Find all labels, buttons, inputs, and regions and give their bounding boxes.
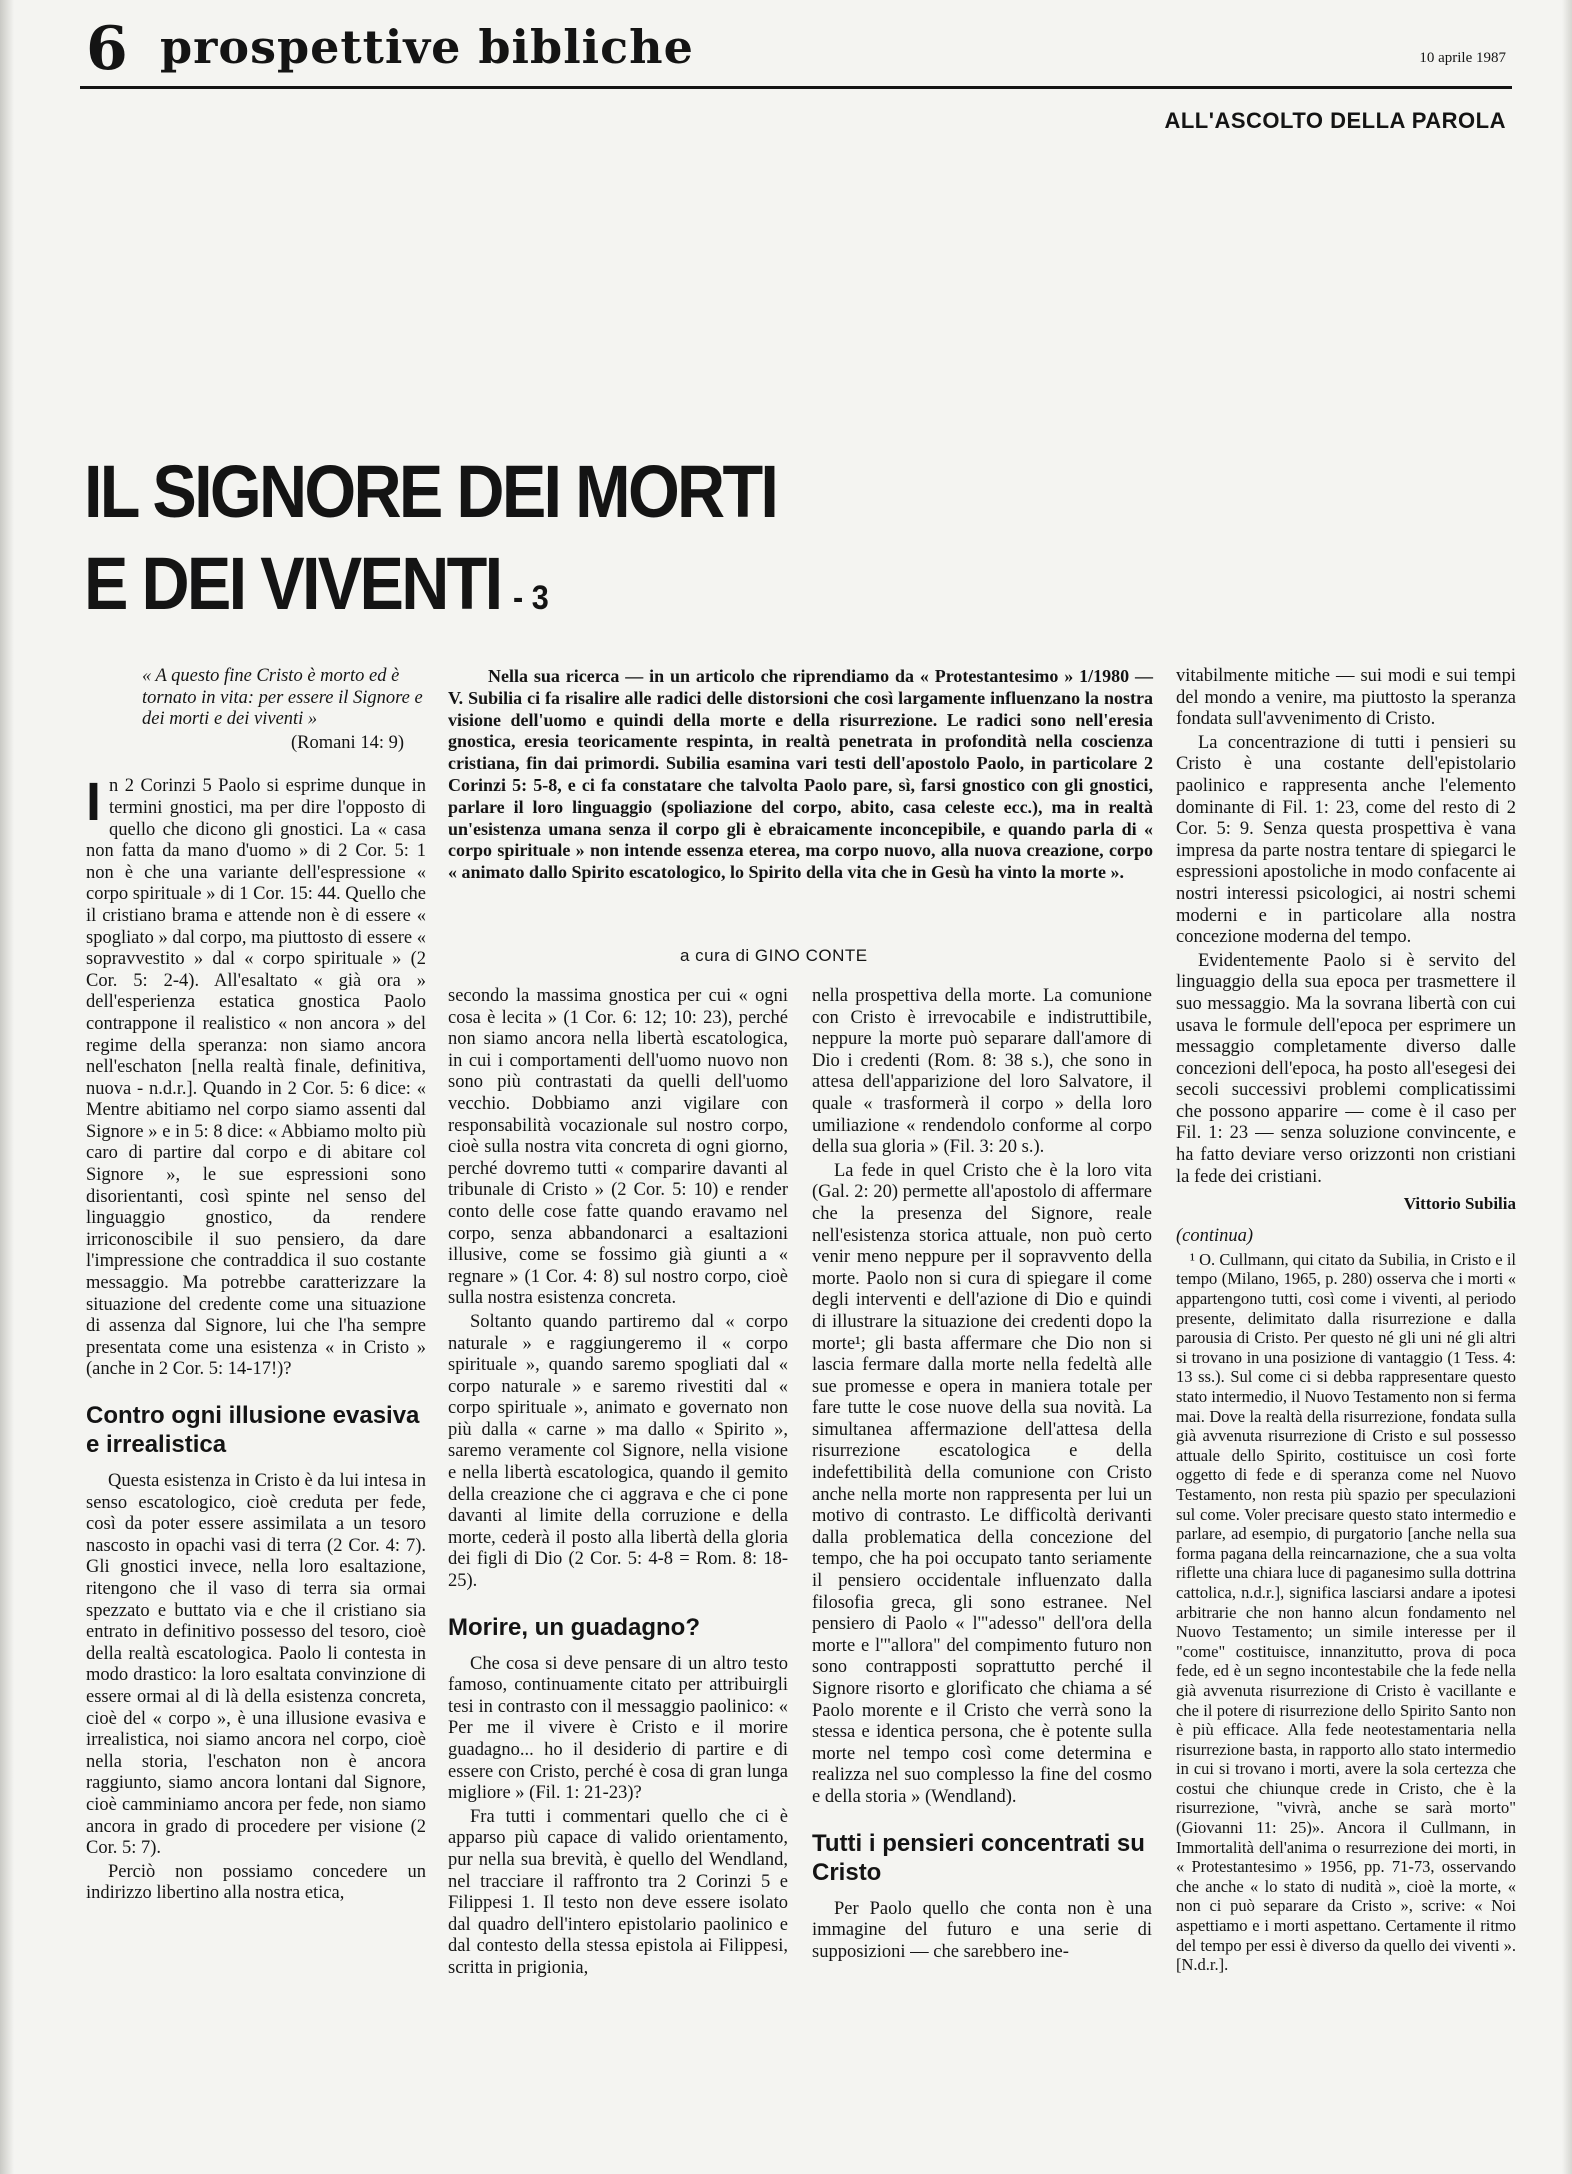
publication-title: prospettive bibliche bbox=[160, 20, 694, 74]
paragraph: secondo la massima gnostica per cui « ogni cosa è lecita » (1 Cor. 6: 12; 10: 23), perché non siamo ancora nella libertà escatologica, in cui i comportamenti dell'uomo nuovo non sono più contrastati da quelli dell'uomo vecchio. Dobbiamo anzi vigilare con responsabilità vocazionale sul nostro corpo, cioè sulla nostra vita concreta di ogni giorno, perché dovremo tutti « comparire davanti al tribunale di Cristo » (2 Cor. 5: 10) e render conto delle cose fatte quando eravamo nel corpo, senza abbandonarci a esaltazioni illusive, come se fossimo già giunti a « regnare » (1 Cor. 4: 8) sul nostro corpo, cioè sulla nostra esistenza concreta. bbox=[448, 986, 788, 1309]
footnote bbox=[1176, 1250, 1516, 1975]
column-2 bbox=[448, 986, 788, 1982]
paragraph: Questa esistenza in Cristo è da lui intesa in senso escatologico, cioè creduta per fede, così da poter essere assimilata a un tesoro nascosto in opachi vasi di terra (2 Cor. 4: 7). Gli gnostici invece, nella loro esaltazione, ritengono che il vaso di terra sia ormai spezzato e buttato via e che il cristiano sia entrato in definitivo possesso del tesoro, cioè della realtà escatologica. Paolo li contesta in modo drastico: la loro esaltata convinzione di essere ormai al di là della esistenza concreta, cioè del « corpo », è una illusione evasiva e irrealistica, noi siamo ancora nel corpo, cioè nella storia, l'eschaton non è ancora raggiunto, siamo ancora lontani dal Signore, cioè camminiamo ancora per fede, non siamo ancora in grado di procedere per visione (2 Cor. 5: 7). bbox=[86, 1471, 426, 1859]
paragraph: Soltanto quando partiremo dal « corpo naturale » e raggiungeremo il « corpo spirituale », quando saremo spogliati dal « corpo naturale » e saremo rivestiti dal « corpo spirituale », animato e governato non più dalla « carne » ma dallo « Spirito », saremo veramente col Signore, nella visione e nella libertà escatologica, quando il gemito della creazione che ci aggrava e che ci pone davanti al limite della corruzione e della morte, cederà il posto alla libertà della gloria dei figli di Dio (2 Cor. 5: 4-8 = Rom. 8: 18-25). bbox=[448, 1311, 788, 1592]
headline-line-1: IL SIGNORE DEI MORTI bbox=[84, 450, 777, 533]
column-4 bbox=[1176, 666, 1516, 1975]
opening-paragraph-text: n 2 Corinzi 5 Paolo si esprime dunque in termini gnostici, ma per dire l'opposto di quello che dicono gli gnostici. La « casa non fatta da mano d'uomo » di 2 Cor. 5: 1 non è che una variante dell'espressione « corpo spirituale » di 1 Cor. 15: 44. Quello che il cristiano brama e attende non è di essere « spogliato » dal corpo, ma piuttosto di essere « sopravvestito » dal « corpo spirituale » (2 Cor. 5: 2-4). All'esaltato « già ora » dell'esperienza estatica gnostica Paolo contrappone il realistico « non ancora » del regime della speranza: non siamo ancora nell'eschaton [nella realtà finale, definitiva, nuova - n.d.r.]. Quando in 2 Cor. 5: 6 dice: « Mentre abitiamo nel corpo siamo assenti dal Signore » e in 5: 8 dice: « Abbiamo molto più caro di partire dal corpo e di abitare col Signore », le sue espressioni sono disorientanti, così spinte nel senso del linguaggio gnostico, da rendere irriconoscibile il suo pensiero, da dare l'impressione che contraddica il suo costante messaggio. Ma potrebbe caratterizzare la situazione del credente come una situazione di assenza dal Signore, lui che l'ha sempre presentata come una esistenza « in Cristo » (anche in 2 Cor. 5: 14-17!)? bbox=[86, 776, 426, 1380]
subhead-pensieri: Tutti i pensieri concentrati su Cristo bbox=[812, 1829, 1145, 1886]
article-headline bbox=[84, 446, 776, 644]
column-1 bbox=[86, 666, 426, 1907]
column-3 bbox=[812, 986, 1152, 1965]
issue-date: 10 aprile 1987 bbox=[1419, 50, 1506, 66]
epigraph: « A questo fine Cristo è morto ed è tornato in vita: per essere il Signore e dei morti e dei viventi » bbox=[142, 666, 423, 730]
left-page-edge bbox=[0, 0, 14, 2174]
continua-note: (continua) bbox=[1176, 1226, 1254, 1247]
footnote-text: ¹ O. Cullmann, qui citato da Subilia, in Cristo e il tempo (Milano, 1965, p. 280) osserva che i morti « appartengono tutti, così come i viventi, al periodo presente, delimitato dalla risurrezione e dalla parousia di Cristo. Per questo né gli uni né gli altri si trovano in una posizione di vantaggio (1 Tess. 4: 13 ss.). Sul come ci si debba rappresentare questo stato intermedio, il Nuovo Testamento non si ferma mai. Dove la realtà della risurrezione, fondata sulla già avvenuta risurrezione di Cristo e sul possesso attuale dello Spirito, costituisce un così forte oggetto di fede e di speranza come nel Nuovo Testamento, non resta più spazio per speculazioni sul come. Voler precisare questo stato intermedio e parlare, ad esempio, di purgatorio [anche nella sua forma pagana della reincarnazione, che a sua volta riflette una chiara luce di paganesimo sulla dottrina cattolica, n.d.r.], significa lasciarsi andare a ipotesi arbitrarie che non hanno alcun fondamento nel Nuovo Testamento; un simile interesse per il "come" costituisce, innanzitutto, prova di poca fede, ed è un segno incontestabile che la fede nella già avvenuta risurrezione di Cristo è vacillante e che il potere di risurrezione dello Spirito Santo non è più efficace. Alla fede neotestamentaria nella risurrezione basta, in rapporto allo stato intermedio in cui si trovano i morti, avere la sola certezza che costui che chiunque crede in Cristo, che è la risurrezione, "vivrà, anche se sarà morto" (Giovanni 11: 25)». Ancora il Cullmann, in Immortalità dell'anima o resurrezione dei morti, in « Protestantesimo » 1956, pp. 71-73, osservando che anche « lo stato di nudità », cioè la morte, « non ci può separare da Cristo », scrive: « Noi aspettiamo e i morti aspettano. Certamente il ritmo del tempo per essi è diverso da quello dei viventi ». [N.d.r.]. bbox=[1176, 1249, 1516, 1975]
paragraph: La concentrazione di tutti i pensieri su Cristo è una costante dell'epistolario paolinico e rappresenta anche l'elemento dominante di Fil. 1: 23, come del resto di 2 Cor. 5: 9. Senza questa prospettiva è vana impresa da parte nostra tentare di spiegarci le espressioni apostoliche in modo confacente ai nostri interessi psicologici, ai nostri schemi moderni e in particolare alla nostra concezione moderna del tempo. bbox=[1176, 732, 1516, 948]
opening-paragraph bbox=[86, 772, 426, 1381]
paragraph: Perciò non possiamo concedere un indirizzo libertino alla nostra etica, bbox=[86, 1861, 426, 1904]
headline-line-2 bbox=[84, 538, 776, 644]
section-label: ALL'ASCOLTO DELLA PAROLA bbox=[1164, 108, 1506, 133]
headline-part-number: - 3 bbox=[513, 579, 549, 617]
byline: a cura di GINO CONTE bbox=[680, 946, 868, 965]
right-page-edge bbox=[1562, 0, 1572, 2174]
epigraph-reference: (Romani 14: 9) bbox=[290, 732, 404, 753]
headline-line-2-text: E DEI VIVENTI bbox=[84, 542, 501, 625]
page-number: 6 bbox=[86, 14, 126, 84]
paragraph: Evidentemente Paolo si è servito del linguaggio della sua epoca per trasmettere il suo messaggio. Ma la sovrana libertà con cui usava le formule dell'epoca per esprimere un messaggio completamente diverso dalle concezioni dell'epoca, ha posto all'esegesi dei secoli successivi problemi complicatissimi che possono apparire — come è il caso per Fil. 1: 23 — senza soluzione convincente, e ha fatto deviare verso orizzonti non cristiani la fede dei cristiani. bbox=[1176, 950, 1516, 1187]
subhead-morire: Morire, un guadagno? bbox=[448, 1613, 700, 1641]
intro-text: Nella sua ricerca — in un articolo che riprendiamo da « Protestantesimo » 1/1980 — V. Subilia ci fa risalire alle radici delle distorsioni che così largamente influenzano la nostra visione dell'uomo e quindi della morte e della risurrezione. Le radici sono nell'eresia gnostica, eresia teoricamente respinta, in realtà penetrata in profondità nella coscienza cristiana, fin dai primordi. Subilia esamina vari testi dell'apostolo Paolo, in particolare 2 Corinzi 5: 5-8, e ci fa constatare che talvolta Paolo pare, sì, farsi gnostico con gli gnostici, parlare il loro linguaggio (spoliazione del corpo, abito, casa celeste ecc.), ma in realtà un'esistenza umana senza il corpo gli è ebraicamente inconcepibile, e quando parla di « corpo spirituale » non intende essenza eterea, ma corpo nuovo, alla nuova creazione, corpo « animato dallo Spirito escatologico, lo Spirito della vita che in Gesù ha vinto la morte ». bbox=[448, 666, 1153, 883]
author-signature: Vittorio Subilia bbox=[1403, 1194, 1516, 1214]
paragraph: La fede in quel Cristo che è la loro vita (Gal. 2: 20) permette all'apostolo di affermare che la presenza del Signore, reale nell'esistenza storica attuale, non può certo venir meno neppure per il sopravvento della morte. Paolo non si cura di spiegare il come degli interventi e dell'azione di Dio e quindi di illustrare la situazione dei credenti dopo la morte¹; gli basta affermare che Dio non si lascia fermare dalla morte nella fedeltà alle sue promesse e opera in maniera totale per fare tutte le cose nuove della sua novità. La simultanea affermazione dell'attesa della risurrezione escatologica e della indefettibilità della comunione con Cristo anche nella morte non rappresenta per lui un motivo di contrasto. Le difficoltà derivanti dalla problematica della concezione del tempo, che ha poi occupato tanto seriamente il pensiero occidentale influenzato dalla filosofia greca, gli sono estranee. Nel pensiero di Paolo « l'"adesso" dell'ora della morte e l'"allora" del compimento futuro non sono contrapposti soprattutto perché il Signore risorto e glorificato che chiama a sé Paolo morente e il Cristo che verrà sono la stessa e identica persona, che è potente sulla morte nel tempo così come determina e realizza nel suo complesso la fine del cosmo e della storia » (Wendland). bbox=[812, 1160, 1152, 1807]
paragraph: Che cosa si deve pensare di un altro testo famoso, continuamente citato per attribuirgli tesi in contrasto con il messaggio paolinico: « Per me il vivere è Cristo e il morire guadagno... ho il desiderio di partire e di essere con Cristo, perché è cosa di gran lunga migliore » (Fil. 1: 21-23)? bbox=[448, 1653, 788, 1804]
paragraph: nella prospettiva della morte. La comunione con Cristo è irrevocabile e indistruttibile, neppure la morte può separare dall'amore di Dio i credenti (Rom. 8: 38 s.), che sono in attesa dell'apparizione del loro Salvatore, il quale « trasformerà il corpo » della loro umiliazione « rendendolo conforme al corpo della sua gloria » (Fil. 3: 20 s.). bbox=[812, 986, 1152, 1158]
paragraph: vitabilmente mitiche — sui modi e sui tempi del mondo a venire, ma piuttosto la speranza fondata sull'avvenimento di Cristo. bbox=[1176, 666, 1516, 730]
article-intro bbox=[448, 666, 1153, 884]
drop-cap: I bbox=[86, 772, 102, 833]
masthead-rule bbox=[80, 86, 1512, 89]
subhead-illusione: Contro ogni illusione evasiva e irrealistica bbox=[86, 1402, 420, 1458]
paragraph: Per Paolo quello che conta non è una immagine del futuro e una serie di supposizioni — che sarebbero ine- bbox=[812, 1898, 1152, 1962]
paragraph: Fra tutti i commentari quello che ci è apparso più capace di valido orientamento, pur nella sua brevità, è quello del Wendland, nel tracciare il raffronto tra 2 Corinzi 5 e Filippesi 1. Il testo non deve essere isolato dal quadro dell'intero epistolario paolinico e dal contesto della stessa epistola ai Filippesi, scritta in prigionia, bbox=[448, 1806, 788, 1978]
